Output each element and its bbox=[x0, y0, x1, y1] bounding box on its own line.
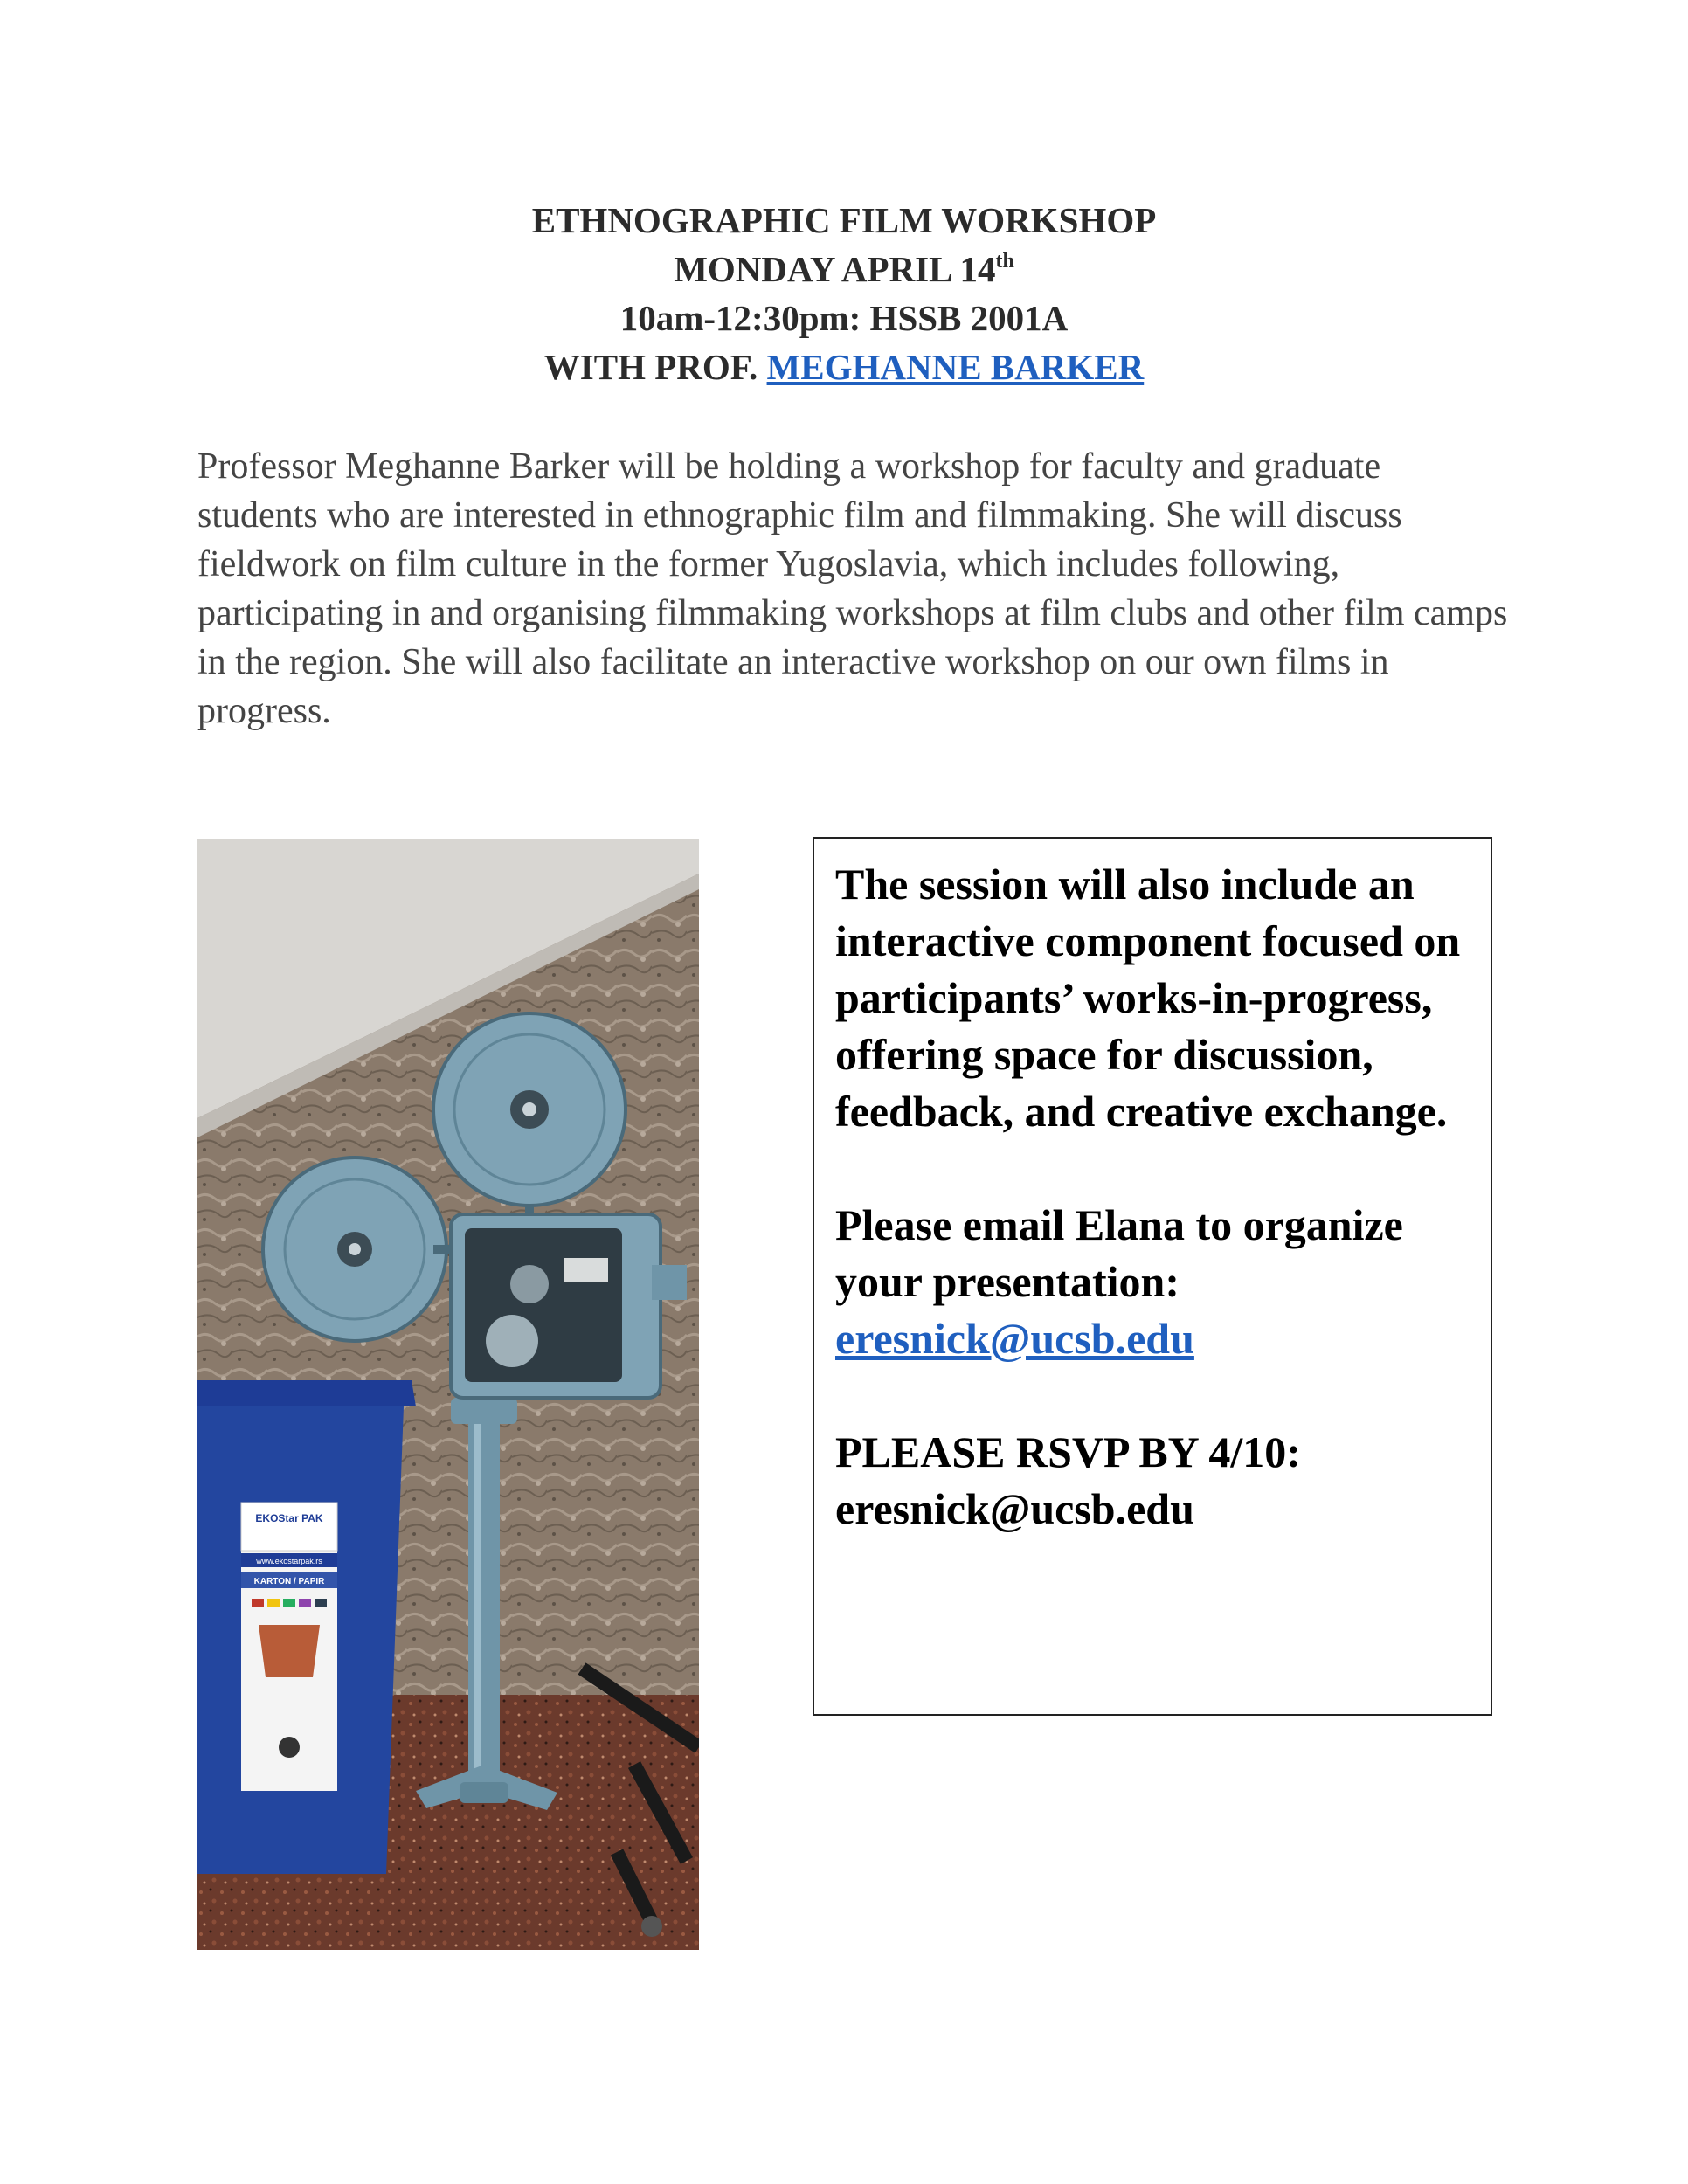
bin-url-label: www.ekostarpak.rs bbox=[256, 1557, 322, 1565]
host-prefix: WITH PROF. bbox=[543, 347, 767, 387]
email-link[interactable]: eresnick@ucsb.edu bbox=[835, 1314, 1194, 1363]
session-text: The session will also include an interactive component focused on participants’ works-in-progress, offering space for discussion, feedback, and creative exchange. bbox=[835, 860, 1461, 1136]
rsvp-email: eresnick@ucsb.edu bbox=[835, 1484, 1194, 1533]
intro-paragraph: Professor Meghanne Barker will be holding a workshop for faculty and graduate students who are interested in ethnographic film and filmmaking. She will discuss fieldwork on film culture in the former Yugoslavia, which includes following, participating in and organising filmmaking workshops at film clubs and other film camps in the region. She will also facilitate an interactive workshop on our own films in progress. bbox=[197, 446, 1508, 731]
event-date-main: MONDAY APRIL 14 bbox=[674, 249, 996, 289]
email-instructions bbox=[835, 1197, 1473, 1367]
event-host bbox=[0, 342, 1688, 391]
intro-section bbox=[197, 442, 1508, 736]
rsvp-block bbox=[835, 1424, 1473, 1538]
projector-photo bbox=[197, 839, 699, 1950]
professor-link[interactable]: MEGHANNE BARKER bbox=[766, 347, 1145, 387]
event-date-suffix: th bbox=[995, 250, 1014, 273]
info-box bbox=[813, 837, 1492, 1716]
projector-pedestal bbox=[468, 1415, 500, 1782]
event-header bbox=[0, 196, 1688, 391]
recycling-bin bbox=[197, 1380, 416, 1874]
bin-brand-label: EKOStar PAK bbox=[255, 1512, 323, 1524]
email-prompt: Please email Elana to organize your presentation: bbox=[835, 1200, 1403, 1306]
event-time-location: 10am-12:30pm: HSSB 2001A bbox=[619, 298, 1069, 338]
rsvp-heading: PLEASE RSVP BY 4/10: bbox=[835, 1427, 1301, 1476]
event-title: ETHNOGRAPHIC FILM WORKSHOP bbox=[531, 200, 1157, 240]
bin-category-label: KARTON / PAPIR bbox=[253, 1577, 325, 1586]
event-date bbox=[0, 245, 1688, 294]
